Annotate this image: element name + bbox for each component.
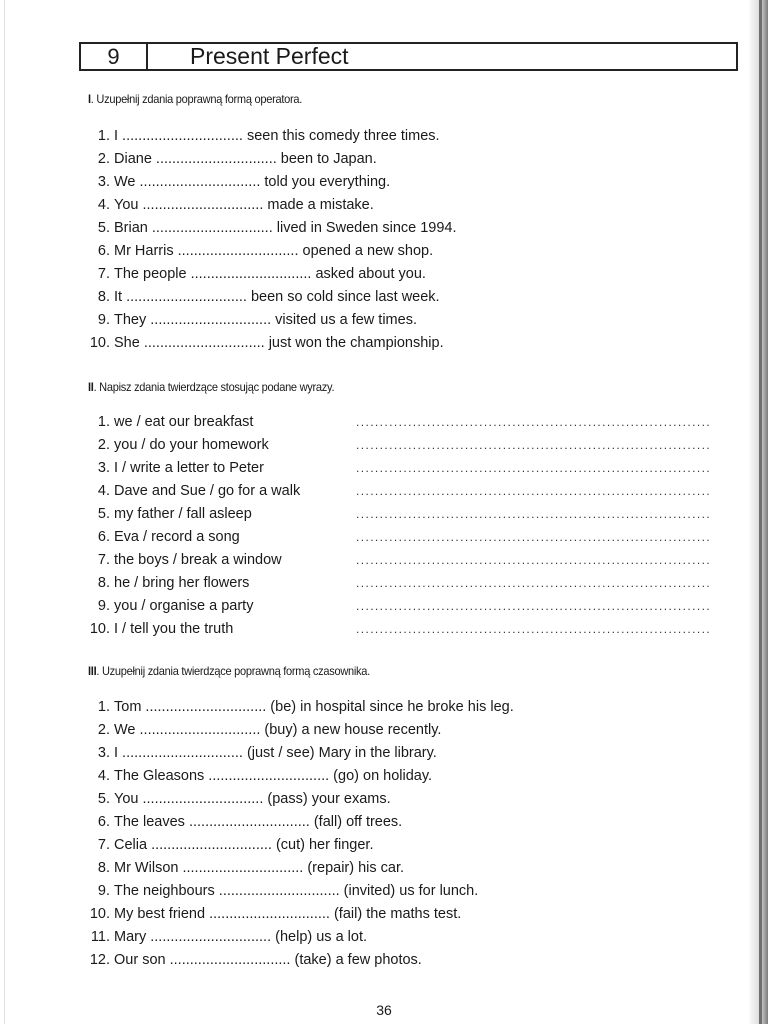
exercise-item xyxy=(80,194,457,217)
item-number: 8. xyxy=(97,860,110,876)
exercise-item xyxy=(80,503,726,526)
item-number: 10. xyxy=(89,621,110,637)
item-prompt: I / write a letter to Peter xyxy=(114,460,264,476)
exercise-item xyxy=(80,834,514,857)
item-text: The Gleasons .............................. (go) on holiday. xyxy=(114,768,433,784)
item-number: 11. xyxy=(90,929,110,945)
exercise-item xyxy=(80,765,514,788)
item-prompt: we / eat our breakfast xyxy=(114,414,254,430)
item-text: You .............................. made a mistake. xyxy=(114,197,374,213)
exercise-item xyxy=(80,719,514,742)
answer-line: ........................................................................... xyxy=(356,415,712,429)
exercise-item xyxy=(80,857,514,880)
answer-line: ........................................................................... xyxy=(356,461,712,475)
item-number: 7. xyxy=(97,266,110,282)
item-number: 1. xyxy=(97,699,110,715)
item-text: The leaves .............................. (fall) off trees. xyxy=(114,814,403,830)
item-number: 7. xyxy=(97,552,110,568)
instruction-text: Uzupełnij zdania poprawną formą operatora. xyxy=(96,92,303,106)
answer-line: ........................................................................... xyxy=(356,599,712,613)
item-text: It .............................. been so cold since last week. xyxy=(114,289,440,305)
exercise-item xyxy=(80,240,457,263)
item-text: She .............................. just won the championship. xyxy=(114,335,444,351)
exercise-item xyxy=(80,572,726,595)
item-text: Our son .............................. (take) a few photos. xyxy=(114,952,422,968)
scan-shadow-right xyxy=(748,0,768,1024)
item-prompt: he / bring her flowers xyxy=(114,575,250,591)
exercise-item xyxy=(80,926,514,949)
item-text: They .............................. visited us a few times. xyxy=(114,312,417,328)
item-prompt: the boys / break a window xyxy=(114,552,282,568)
item-number: 6. xyxy=(97,243,110,259)
item-number: 10. xyxy=(89,906,110,922)
item-number: 7. xyxy=(97,837,110,853)
item-number: 1. xyxy=(97,414,110,430)
item-number: 3. xyxy=(97,174,110,190)
answer-line: ........................................................................... xyxy=(356,553,712,567)
exercise-1-list xyxy=(80,125,457,355)
item-prompt: Eva / record a song xyxy=(114,529,240,545)
item-number: 3. xyxy=(97,460,110,476)
section-roman-numeral: II xyxy=(88,380,94,394)
exercise-item xyxy=(80,549,726,572)
scan-edge-left xyxy=(4,0,5,1024)
item-number: 10. xyxy=(89,335,110,351)
exercise-item xyxy=(80,949,514,972)
item-prompt: you / organise a party xyxy=(114,598,254,614)
exercise-item xyxy=(80,309,457,332)
section-3-instruction: III. Uzupełnij zdania twierdzące poprawną formą czasownika. xyxy=(88,664,370,678)
item-number: 12. xyxy=(89,952,110,968)
item-text: Mr Wilson .............................. (repair) his car. xyxy=(114,860,405,876)
item-number: 8. xyxy=(97,289,110,305)
item-number: 9. xyxy=(97,883,110,899)
item-prompt: you / do your homework xyxy=(114,437,269,453)
exercise-item xyxy=(80,171,457,194)
section-roman-numeral: III xyxy=(88,664,97,678)
exercise-item xyxy=(80,434,726,457)
item-number: 9. xyxy=(97,312,110,328)
exercise-item xyxy=(80,286,457,309)
instruction-text: Uzupełnij zdania twierdzące poprawną formą czasownika. xyxy=(101,664,370,678)
item-number: 2. xyxy=(97,437,110,453)
answer-line: ........................................................................... xyxy=(356,622,712,636)
unit-header xyxy=(79,42,738,71)
exercise-item xyxy=(80,696,514,719)
item-number: 5. xyxy=(97,220,110,236)
section-roman-numeral: I xyxy=(88,92,91,106)
answer-line: ........................................................................... xyxy=(356,576,712,590)
item-prompt: Dave and Sue / go for a walk xyxy=(114,483,301,499)
page-number: 36 xyxy=(376,1002,392,1018)
item-text: We .............................. (buy) a new house recently. xyxy=(114,722,442,738)
section-1-instruction: I. Uzupełnij zdania poprawną formą operatora. xyxy=(88,92,303,106)
item-text: Celia .............................. (cut) her finger. xyxy=(114,837,374,853)
item-number: 2. xyxy=(97,722,110,738)
exercise-2-list xyxy=(80,411,726,641)
item-number: 1. xyxy=(97,128,110,144)
exercise-item xyxy=(80,148,457,171)
item-text: Tom .............................. (be) in hospital since he broke his leg. xyxy=(114,699,514,715)
item-number: 8. xyxy=(97,575,110,591)
exercise-item xyxy=(80,526,726,549)
unit-title: Present Perfect xyxy=(190,43,349,69)
item-number: 6. xyxy=(97,529,110,545)
answer-line: ........................................................................... xyxy=(356,530,712,544)
item-text: We .............................. told you everything. xyxy=(114,174,391,190)
exercise-item xyxy=(80,618,726,641)
item-number: 4. xyxy=(97,197,110,213)
item-number: 4. xyxy=(97,768,110,784)
item-prompt: my father / fall asleep xyxy=(114,506,252,522)
item-text: My best friend .............................. (fail) the maths test. xyxy=(114,906,462,922)
exercise-item xyxy=(80,480,726,503)
exercise-item xyxy=(80,903,514,926)
item-text: Brian .............................. lived in Sweden since 1994. xyxy=(114,220,457,236)
item-number: 2. xyxy=(97,151,110,167)
item-number: 3. xyxy=(97,745,110,761)
item-text: Mary .............................. (help) us a lot. xyxy=(114,929,368,945)
item-text: The people .............................. asked about you. xyxy=(114,266,426,282)
item-prompt: I / tell you the truth xyxy=(114,621,234,637)
answer-line: ........................................................................... xyxy=(356,438,712,452)
item-text: You .............................. (pass) your exams. xyxy=(114,791,391,807)
exercise-item xyxy=(80,332,457,355)
exercise-item xyxy=(80,811,514,834)
item-number: 9. xyxy=(97,598,110,614)
exercise-3-list xyxy=(80,696,514,972)
exercise-item xyxy=(80,217,457,240)
section-2-instruction: II. Napisz zdania twierdzące stosując podane wyrazy. xyxy=(88,380,335,394)
item-number: 6. xyxy=(97,814,110,830)
item-text: The neighbours .............................. (invited) us for lunch. xyxy=(114,883,479,899)
answer-line: ........................................................................... xyxy=(356,507,712,521)
item-number: 5. xyxy=(97,791,110,807)
unit-number: 9 xyxy=(81,44,148,69)
exercise-item xyxy=(80,411,726,434)
scan-edge-right xyxy=(759,0,762,1024)
exercise-item xyxy=(80,125,457,148)
instruction-text: Napisz zdania twierdzące stosując podane wyrazy. xyxy=(99,380,335,394)
item-text: I .............................. seen this comedy three times. xyxy=(114,128,440,144)
exercise-item xyxy=(80,457,726,480)
answer-line: ........................................................................... xyxy=(356,484,712,498)
item-number: 5. xyxy=(97,506,110,522)
exercise-item xyxy=(80,742,514,765)
exercise-item xyxy=(80,595,726,618)
item-number: 4. xyxy=(97,483,110,499)
exercise-item xyxy=(80,788,514,811)
exercise-item xyxy=(80,263,457,286)
item-text: Mr Harris .............................. opened a new shop. xyxy=(114,243,434,259)
item-text: Diane .............................. been to Japan. xyxy=(114,151,377,167)
exercise-item xyxy=(80,880,514,903)
item-text: I .............................. (just / see) Mary in the library. xyxy=(114,745,437,761)
